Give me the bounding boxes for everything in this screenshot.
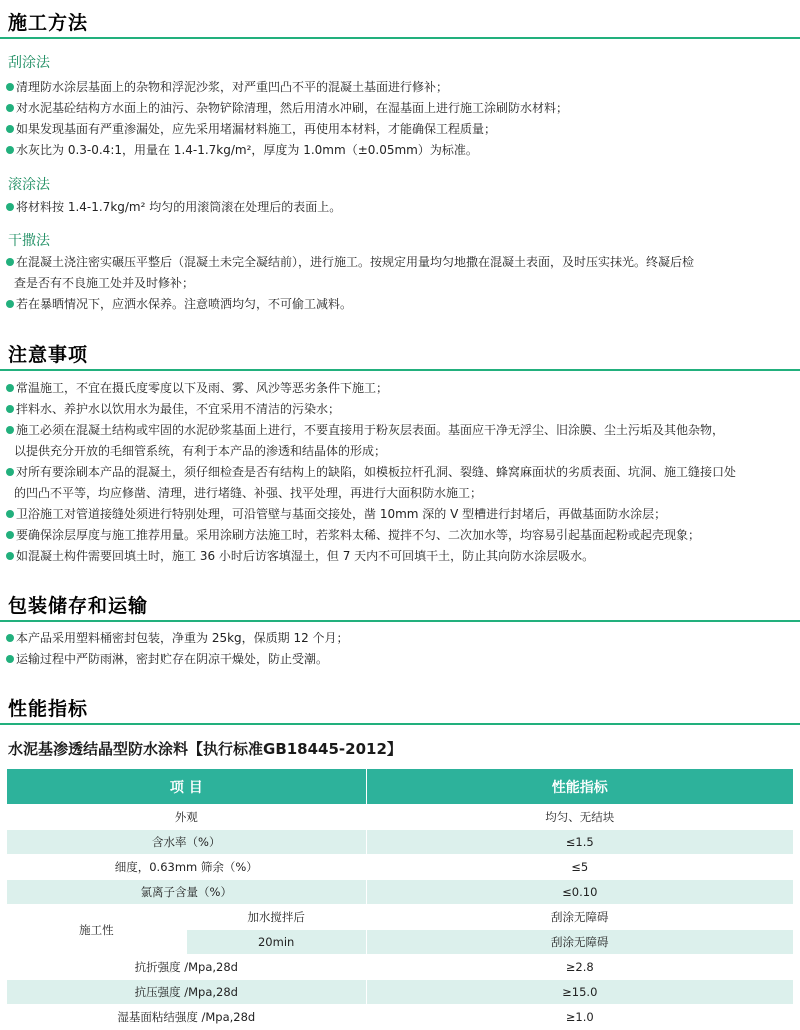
row-label: 抗折强度 /Mpa,28d xyxy=(7,955,367,980)
list-item: 常温施工，不宜在摄氏度零度以下及雨、雾、风沙等恶劣条件下施工； xyxy=(6,378,796,399)
bullet-icon xyxy=(6,83,14,91)
list-item: 对所有要涂刷本产品的混凝土，须仔细检查是否有结构上的缺陷，如模板拉杆孔洞、裂缝、蜂窝麻面状的劣质表面、坑洞、施工缝接口处 xyxy=(6,462,796,483)
bullet-icon xyxy=(6,468,14,476)
section-divider xyxy=(0,369,800,371)
bullet-icon xyxy=(6,552,14,560)
row-value: ≤1.5 xyxy=(366,830,793,855)
row-label: 细度，0.63mm 筛余（%） xyxy=(7,855,367,880)
row-value: 均匀、无结块 xyxy=(366,805,793,830)
list-item: 对水泥基砼结构方水面上的油污、杂物铲除清理，然后用清水冲刷，在湿基面上进行施工涂刷防水材料； xyxy=(6,98,796,119)
list-item: 施工必须在混凝土结构或牢固的水泥砂浆基面上进行，不要直接用于粉灰层表面。基面应干净无浮尘、旧涂膜、尘土污垢及其他杂物， xyxy=(6,420,796,441)
row-value: ≥15.0 xyxy=(366,980,793,1005)
table-title: 水泥基渗透结晶型防水涂料【执行标准GB18445-2012】 xyxy=(8,740,402,758)
table-row xyxy=(7,980,794,1005)
row-value: ≤5 xyxy=(366,855,793,880)
row-label: 湿基面粘结强度 /Mpa,28d xyxy=(7,1005,367,1030)
bullet-icon xyxy=(6,125,14,133)
list-item: 拌料水、养护水以饮用水为最佳，不宜采用不清洁的污染水； xyxy=(6,399,796,420)
list-item: 如果发现基面有严重渗漏处，应先采用堵漏材料施工，再使用本材料，才能确保工程质量； xyxy=(6,119,796,140)
list-item-continued: 以提供充分开放的毛细管系统，有利于本产品的渗透和结晶体的形成； xyxy=(14,444,387,458)
section-title-construction: 施工方法 xyxy=(8,12,89,34)
table-row xyxy=(7,855,794,880)
list-item: 卫浴施工对管道接缝处须进行特别处理，可沿管壁与基面交接处，凿 10mm 深的 V 型槽进行封堵后，再做基面防水涂层； xyxy=(6,504,796,525)
table-row xyxy=(7,805,794,830)
table-row xyxy=(7,905,794,930)
row-sublabel: 加水搅拌后 xyxy=(186,905,366,930)
table-row xyxy=(7,880,794,905)
row-sublabel: 20min xyxy=(186,930,366,955)
table-header-row xyxy=(7,769,794,805)
row-group-label: 施工性 xyxy=(7,905,187,955)
table-row xyxy=(7,955,794,980)
table-row xyxy=(7,830,794,855)
bullet-icon xyxy=(6,203,14,211)
performance-table xyxy=(6,768,794,1030)
subheading-roll: 滚涂法 xyxy=(8,177,50,193)
list-item-continued: 的凹凸不平等，均应修凿、清理，进行堵缝、补强、找平处理，再进行大面积防水施工； xyxy=(14,486,483,500)
bullet-icon xyxy=(6,146,14,154)
section-divider xyxy=(0,37,800,39)
row-value: ≤0.10 xyxy=(366,880,793,905)
header-value: 性能指标 xyxy=(366,769,793,805)
list-item: 将材料按 1.4-1.7kg/m² 均匀的用滚筒滚在处理后的表面上。 xyxy=(6,197,796,218)
row-value: 刮涂无障碍 xyxy=(366,905,793,930)
section-divider xyxy=(0,723,800,725)
header-item: 项 目 xyxy=(7,769,367,805)
bullet-icon xyxy=(6,531,14,539)
list-item: 清理防水涂层基面上的杂物和浮泥沙浆，对严重凹凸不平的混凝土基面进行修补； xyxy=(6,77,796,98)
bullet-icon xyxy=(6,405,14,413)
bullet-icon xyxy=(6,510,14,518)
table-row xyxy=(7,1005,794,1030)
row-label: 抗压强度 /Mpa,28d xyxy=(7,980,367,1005)
list-item: 本产品采用塑料桶密封包装，净重为 25kg，保质期 12 个月； xyxy=(6,628,796,649)
row-value: ≥2.8 xyxy=(366,955,793,980)
list-item: 如混凝土构件需要回填土时，施工 36 小时后访客填湿土，但 7 天内不可回填干土，防止其向防水涂层吸水。 xyxy=(6,546,796,567)
list-item: 若在暴晒情况下，应洒水保养。注意喷洒均匀，不可偷工减料。 xyxy=(6,294,796,315)
bullet-icon xyxy=(6,300,14,308)
row-label: 含水率（%） xyxy=(7,830,367,855)
section-divider xyxy=(0,620,800,622)
list-item-continued: 查是否有不良施工处并及时修补； xyxy=(14,276,195,290)
list-item: 在混凝土浇注密实碾压平整后（混凝土未完全凝结前），进行施工。按规定用量均匀地撒在混凝土表面，及时压实抹光。终凝后检 xyxy=(6,252,796,273)
row-value: 刮涂无障碍 xyxy=(366,930,793,955)
subheading-scrape: 刮涂法 xyxy=(8,55,50,71)
list-item: 要确保涂层厚度与施工推荐用量。采用涂刷方法施工时，若浆料太稀、搅拌不匀、二次加水等，均容易引起基面起粉或起壳现象； xyxy=(6,525,796,546)
bullet-icon xyxy=(6,634,14,642)
row-label: 氯离子含量（%） xyxy=(7,880,367,905)
row-label: 外观 xyxy=(7,805,367,830)
bullet-icon xyxy=(6,426,14,434)
bullet-icon xyxy=(6,258,14,266)
row-value: ≥1.0 xyxy=(366,1005,793,1030)
list-item: 运输过程中严防雨淋，密封贮存在阴凉干燥处，防止受潮。 xyxy=(6,649,796,670)
bullet-icon xyxy=(6,655,14,663)
subheading-dry: 干撒法 xyxy=(8,233,50,249)
list-item: 水灰比为 0.3-0.4:1，用量在 1.4-1.7kg/m²，厚度为 1.0mm（±0.05mm）为标准。 xyxy=(6,140,796,161)
bullet-icon xyxy=(6,384,14,392)
bullet-icon xyxy=(6,104,14,112)
section-title-notes: 注意事项 xyxy=(8,344,89,366)
section-title-performance: 性能指标 xyxy=(8,698,89,720)
section-title-packaging: 包装储存和运输 xyxy=(8,595,149,617)
